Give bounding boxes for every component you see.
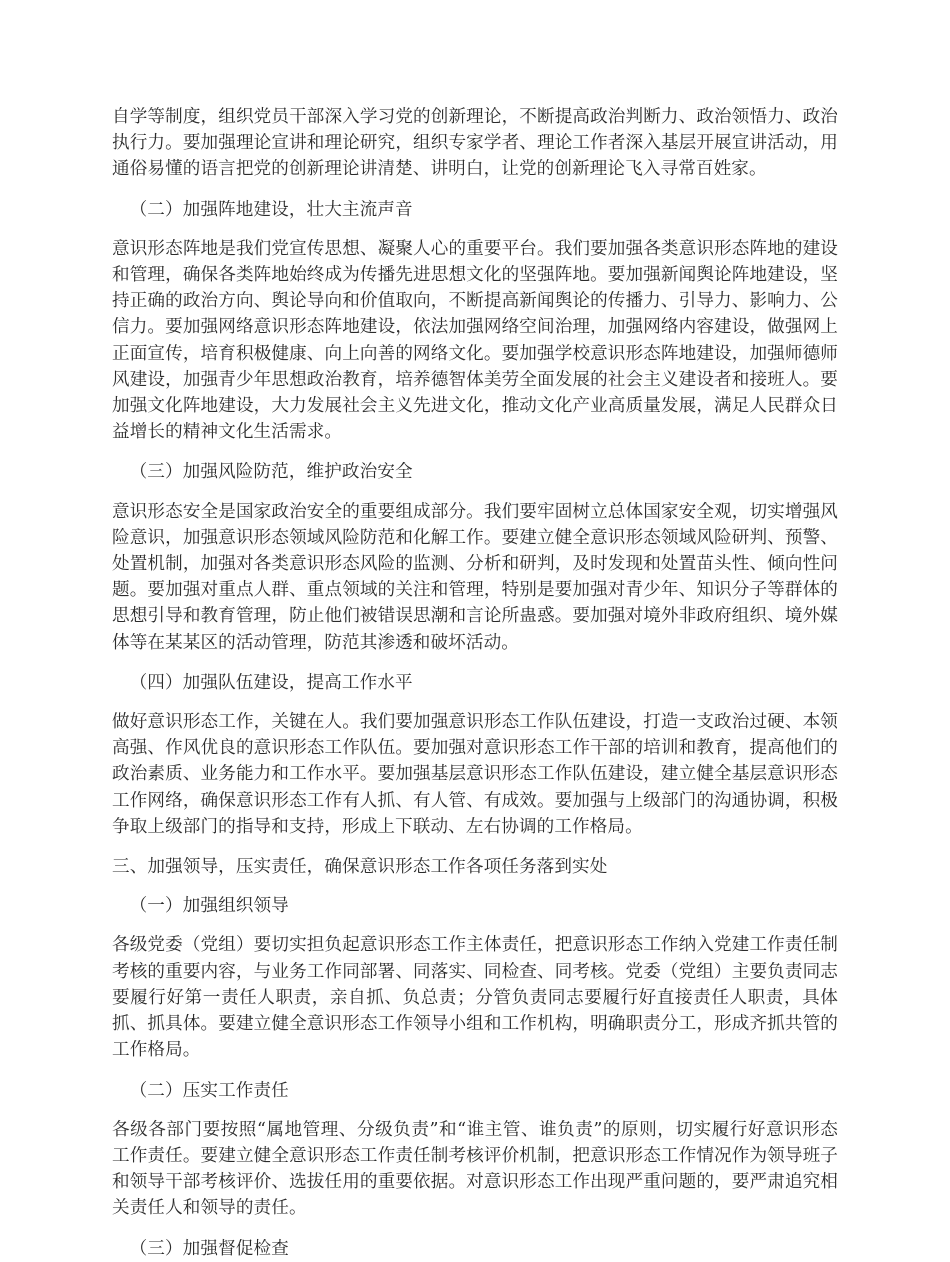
block-gap xyxy=(112,1222,838,1236)
paragraph-risk-prevention: 意识形态安全是国家政治安全的重要组成部分。我们要牢固树立总体国家安全观，切实增强风险意识，加强意识形态领域风险防范和化解工作。要建立健全意识形态领域风险研判、预警、处置机制，加强对各类意识形态风险的监测、分析和研判，及时发现和处置苗头性、倾向性问题。要加强对重点人群、重点领域的关注和管理，特别是要加强对青少年、知识分子等群体的思想引导和教育管理，防止他们被错误思潮和言论所蛊惑。要加强对境外非政府组织、境外媒体等在某某区的活动管理，防范其渗透和破坏活动。 xyxy=(112,501,838,653)
document-body xyxy=(112,104,838,1262)
subheading-3-1: （一）加强组织领导 xyxy=(129,896,289,917)
block-gap xyxy=(112,1064,838,1078)
paragraph-responsibility: 各级各部门要按照“属地管理、分级负责”和“谁主管、谁负责”的原则，切实履行好意识形态工作责任。要建立健全意识形态工作责任制考核评价机制，把意识形态工作情况作为领导班子和领导干部考核评价、选拔任用的重要依据。对意识形态工作出现严重问题的，要严肃追究相关责任人和领导的责任。 xyxy=(112,1119,838,1219)
block-gap xyxy=(112,1104,838,1117)
subheading-3-2: （二）压实工作责任 xyxy=(129,1080,289,1101)
block-gap xyxy=(112,880,838,893)
subheading-2-1: （二）加强阵地建设，壮大主流声音 xyxy=(129,199,413,220)
subheading-3-3: （三）加强督促检查 xyxy=(129,1238,289,1259)
block-gap xyxy=(112,840,838,854)
block-gap xyxy=(112,445,838,459)
block-gap xyxy=(112,183,838,197)
section-heading-three: 三、加强领导，压实责任，确保意识形态工作各项任务落到实处 xyxy=(112,857,608,878)
paragraph-position-building: 意识形态阵地是我们党宣传思想、凝聚人心的重要平台。我们要加强各类意识形态阵地的建设和管理，确保各类阵地始终成为传播先进思想文化的坚强阵地。要加强新闻舆论阵地建设，坚持正确的政治方向、舆论导向和价值取向，不断提高新闻舆论的传播力、引导力、影响力、公信力。要加强网络意识形态阵地建设，依法加强网络空间治理，加强网络内容建设，做强网上正面宣传，培育积极健康、向上向善的网络文化。要加强学校意识形态阵地建设，加强师德师风建设，加强青少年思想政治教育，培养德智体美劳全面发展的社会主义建设者和接班人。要加强文化阵地建设，大力发展社会主义先进文化，推动文化产业高质量发展，满足人民群众日益增长的精神文化生活需求。 xyxy=(112,238,838,443)
block-gap xyxy=(112,919,838,932)
paragraph-team-building: 做好意识形态工作，关键在人。我们要加强意识形态工作队伍建设，打造一支政治过硬、本领高强、作风优良的意识形态工作队伍。要加强对意识形态工作干部的培训和教育，提高他们的政治素质、业务能力和工作水平。要加强基层意识形态工作队伍建设，建立健全基层意识形态工作网络，确保意识形态工作有人抓、有人管、有成效。要加强与上级部门的沟通协调，积极争取上级部门的指导和支持，形成上下联动、左右协调的工作格局。 xyxy=(112,712,838,837)
paragraph-organizational-leadership: 各级党委（党组）要切实担负起意识形态工作主体责任，把意识形态工作纳入党建工作责任制考核的重要内容，与业务工作同部署、同落实、同检查、同考核。党委（党组）主要负责同志要履行好第一责任人职责，亲自抓、负总责；分管负责同志要履行好直接责任人职责，具体抓、抓具体。要建立健全意识形态工作领导小组和工作机构，明确职责分工，形成齐抓共管的工作格局。 xyxy=(112,935,838,1061)
block-gap xyxy=(112,486,838,499)
subheading-2-3: （四）加强队伍建设，提高工作水平 xyxy=(129,672,413,693)
subheading-2-2: （三）加强风险防范，维护政治安全 xyxy=(129,462,413,483)
block-gap xyxy=(112,656,838,670)
block-gap xyxy=(112,223,838,236)
block-gap xyxy=(112,696,838,709)
paragraph-continuation: 自学等制度，组织党员干部深入学习党的创新理论，不断提高政治判断力、政治领悟力、政治执行力。要加强理论宣讲和理论研究，组织专家学者、理论工作者深入基层开展宣讲活动，用通俗易懂的语言把党的创新理论讲清楚、讲明白，让党的创新理论飞入寻常百姓家。 xyxy=(112,107,838,180)
